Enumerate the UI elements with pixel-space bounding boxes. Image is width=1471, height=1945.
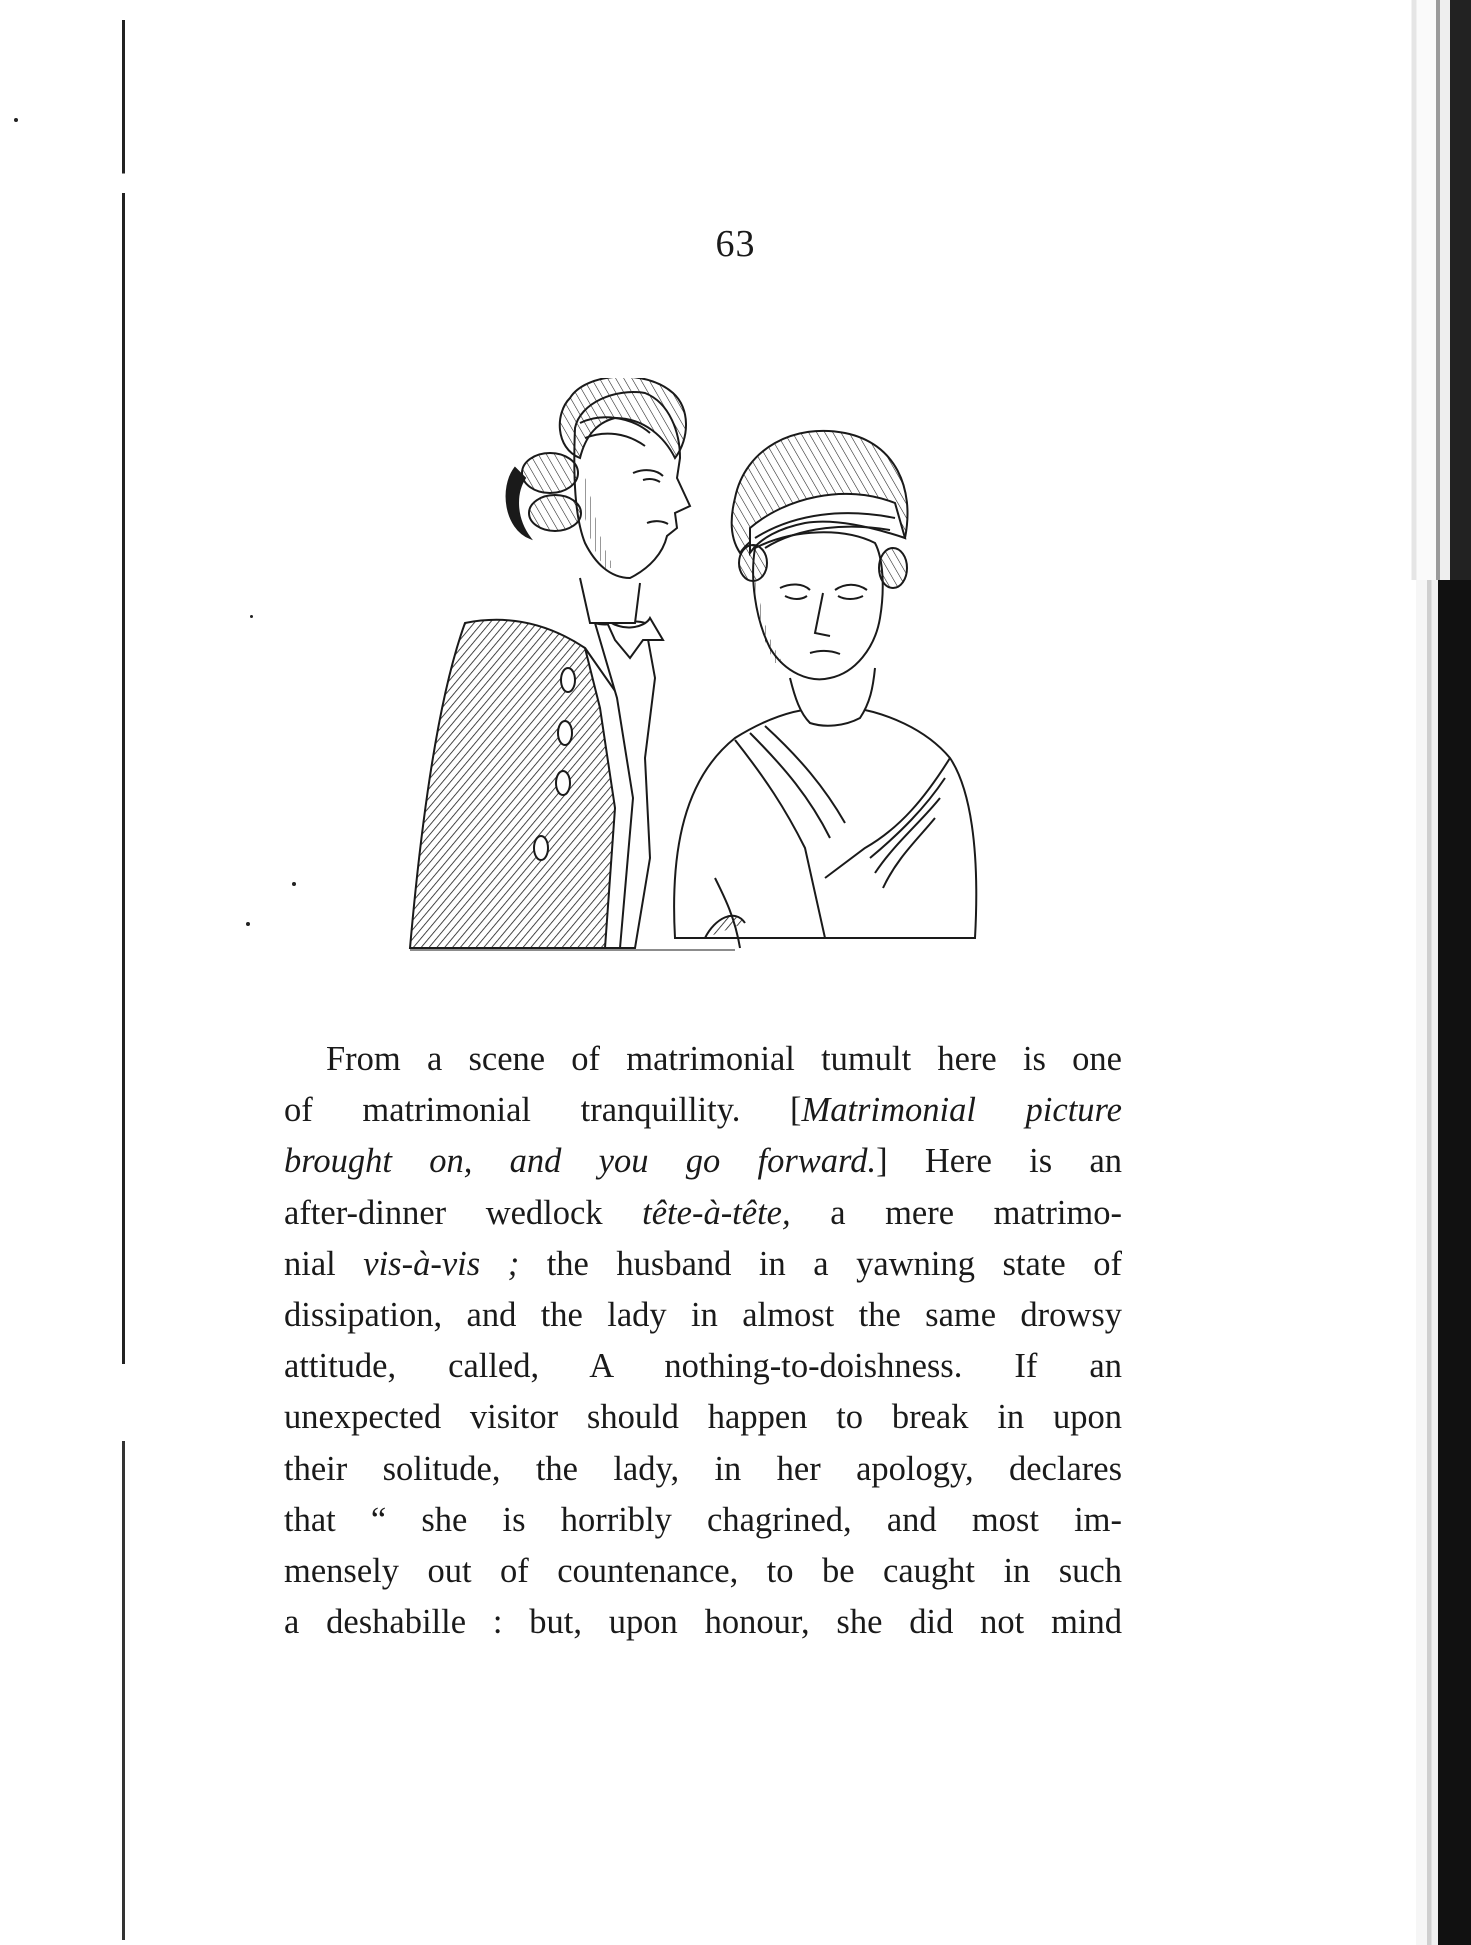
text-line: their solitude, the lady, in her apology, declares [284,1449,1122,1488]
text-line: attitude, called, A nothing-to-doishness. If an [284,1347,1122,1386]
text-line: a deshabille : but, upon honour, she did not mind [284,1603,1122,1642]
text-line: From a scene of matrimonial tumult here is one [326,1040,1122,1078]
woman-figure [674,431,976,948]
scan-edge-top [1401,0,1471,580]
man-figure [410,378,690,948]
text-line: nial vis-à-vis ; the husband in a yawning state of [284,1244,1123,1283]
text-line: after-dinner wedlock tête-à-tête, a mere matrimo- [284,1193,1122,1232]
binding-line [122,20,125,1940]
page-number: 63 [715,223,756,265]
text-line: mensely out of countenance, to be caught in such [284,1551,1122,1590]
body-text [284,1034,1122,1648]
text-line: brought on, and you go forward.] Here is an [284,1142,1123,1181]
text-line: unexpected visitor should happen to break in upon [284,1398,1122,1437]
text-line: that “ she is horribly chagrined, and most im- [284,1500,1122,1539]
text-line: of matrimonial tranquillity. [Matrimonial picture [284,1091,1122,1130]
text-line: dissipation, and the lady in almost the same drowsy [284,1295,1122,1334]
engraving-couple-icon [405,378,1005,953]
